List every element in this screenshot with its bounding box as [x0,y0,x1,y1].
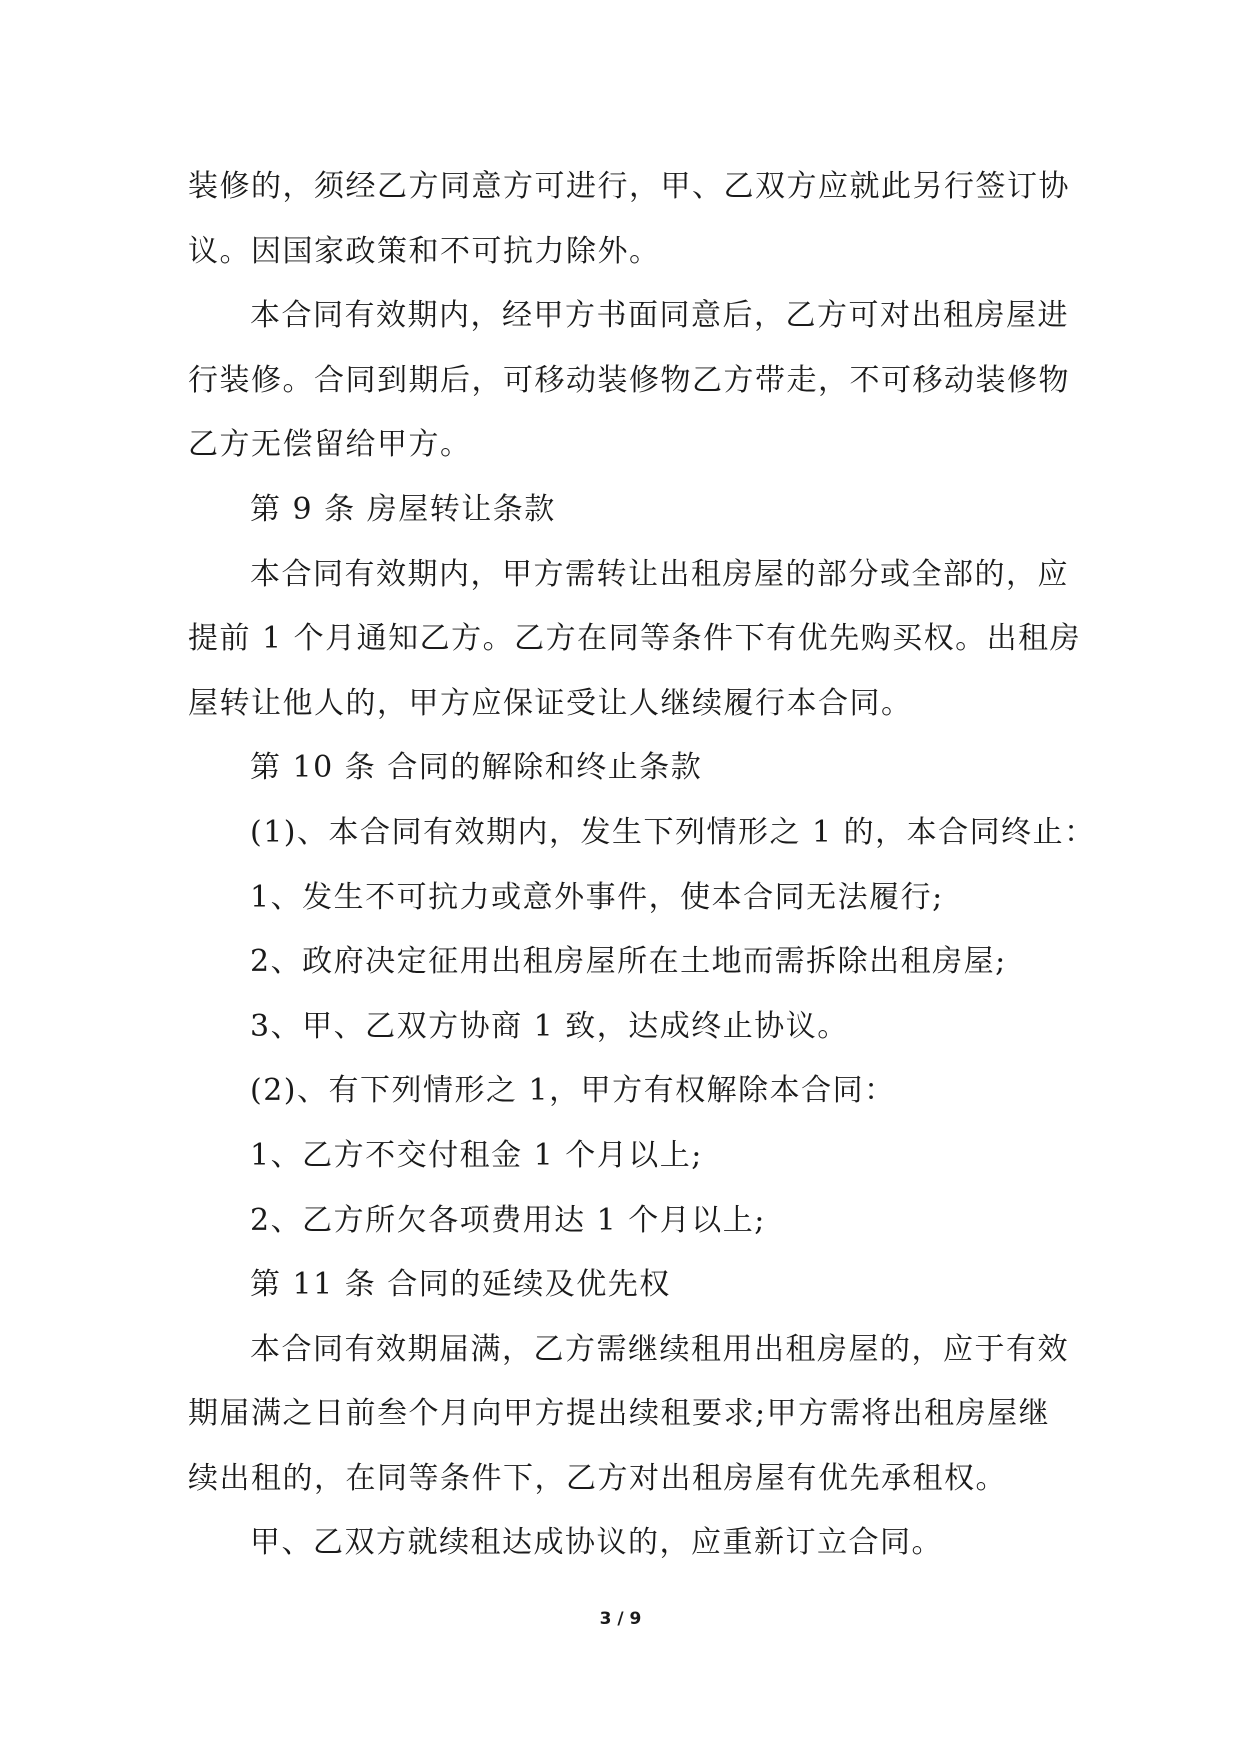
text-line: 本合同有效期内，经甲方书面同意后，乙方可对出租房屋进 [250,298,1069,334]
text-line: 期届满之日前叁个月向甲方提出续租要求;甲方需将出租房屋继 [188,1396,1051,1432]
text-line: 本合同有效期内，甲方需转让出租房屋的部分或全部的，应 [250,556,1069,592]
text-line: 第 10 条 合同的解除和终止条款 [250,750,703,786]
text-line: 3、甲、乙双方协商 1 致，达成终止协议。 [250,1008,849,1044]
text-line: 提前 1 个月通知乙方。乙方在同等条件下有优先购买权。出租房 [188,621,1082,657]
text-line: (2)、有下列情形之 1，甲方有权解除本合同： [250,1073,896,1109]
text-line: 屋转让他人的，甲方应保证受让人继续履行本合同。 [188,685,913,721]
document-body [188,155,1096,1576]
text-line: (1)、本合同有效期内，发生下列情形之 1 的，本合同终止： [250,814,1096,850]
text-line: 乙方无偿留给甲方。 [188,427,472,463]
text-line: 2、乙方所欠各项费用达 1 个月以上; [250,1202,766,1238]
text-line: 1、乙方不交付租金 1 个月以上; [250,1137,703,1173]
text-line: 甲、乙双方就续租达成协议的，应重新订立合同。 [250,1525,943,1561]
text-line: 议。因国家政策和不可抗力除外。 [188,233,661,269]
text-line: 装修的，须经乙方同意方可进行，甲、乙双方应就此另行签订协 [188,169,1070,204]
text-line: 1、发生不可抗力或意外事件，使本合同无法履行; [250,879,944,915]
text-line: 2、政府决定征用出租房屋所在土地而需拆除出租房屋; [250,944,1007,980]
text-line: 第 9 条 房屋转让条款 [250,491,556,527]
text-line: 本合同有效期届满，乙方需继续租用出租房屋的，应于有效 [250,1331,1069,1367]
text-line: 行装修。合同到期后，可移动装修物乙方带走，不可移动装修物 [188,362,1070,398]
page-number: 3 / 9 [599,1609,642,1629]
text-line: 第 11 条 合同的延续及优先权 [250,1267,671,1303]
text-line: 续出租的，在同等条件下，乙方对出租房屋有优先承租权。 [188,1460,1007,1496]
